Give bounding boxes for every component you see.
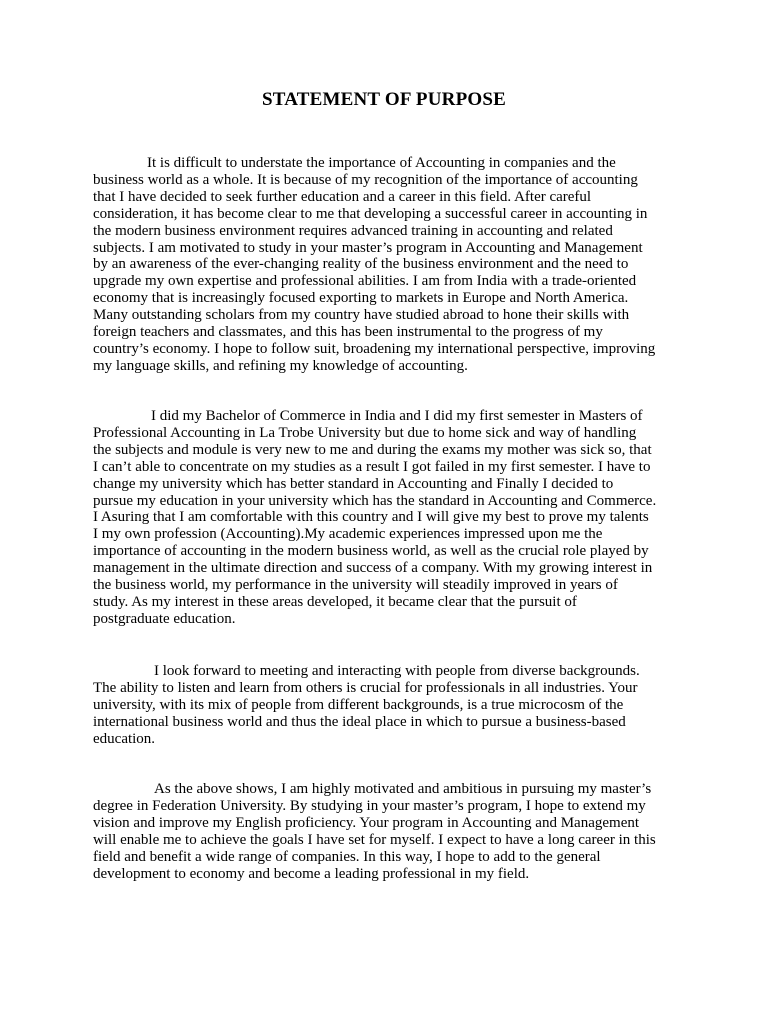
- paragraph-line: change my university which has better standard in Accounting and Finally I decided to: [93, 475, 614, 492]
- paragraph-line: I my own profession (Accounting).My academic experiences impressed upon me the: [93, 526, 603, 543]
- paragraph-line: field and benefit a wide range of companies. In this way, I hope to add to the general: [93, 848, 601, 865]
- paragraph-line: the subjects and module is very new to me and during the exams my mother was sick so, that: [93, 441, 652, 458]
- paragraph-line: postgraduate education.: [93, 610, 236, 627]
- paragraph-line: international business world and thus the ideal place in which to pursue a business-based: [93, 713, 626, 730]
- document-title: STATEMENT OF PURPOSE: [262, 89, 506, 110]
- paragraph-line: will enable me to achieve the goals I have set for myself. I expect to have a long career in this: [93, 831, 656, 848]
- paragraph-line: university, with its mix of people from different backgrounds, is a true microcosm of the: [93, 696, 624, 713]
- paragraph-line: my language skills, and refining my knowledge of accounting.: [93, 357, 468, 374]
- paragraph-line: degree in Federation University. By studying in your master’s program, I hope to extend my: [93, 797, 646, 814]
- paragraph-line: education.: [93, 730, 156, 747]
- paragraph-line: economy that is increasingly focused exporting to markets in Europe and North America.: [93, 290, 629, 307]
- paragraph-line: I did my Bachelor of Commerce in India and I did my first semester in Masters of: [151, 408, 643, 424]
- paragraph-1: [93, 155, 683, 375]
- paragraph-4: [93, 781, 683, 882]
- paragraph-line: It is difficult to understate the importance of Accounting in companies and the: [147, 155, 616, 171]
- paragraph-line: by an awareness of the ever-changing reality of the business environment and the need to: [93, 256, 629, 273]
- paragraph-line: foreign teachers and classmates, and this has been instrumental to the progress of my: [93, 324, 603, 341]
- paragraph-line: importance of accounting in the modern business world, as well as the crucial role played by: [93, 543, 649, 560]
- paragraph-2: [93, 408, 683, 628]
- paragraph-line: pursue my education in your university which has the standard in Accounting and Commerce.: [93, 492, 657, 509]
- paragraph-line: I can’t able to concentrate on my studies as a result I got failed in my first semester. I have to: [93, 458, 651, 475]
- paragraph-3: [93, 663, 683, 748]
- paragraph-line: As the above shows, I am highly motivated and ambitious in pursuing my master’s: [154, 781, 652, 797]
- paragraph-line: the modern business environment requires advanced training in accounting and related: [93, 222, 613, 239]
- paragraph-line: The ability to listen and learn from others is crucial for professionals in all industries. Your: [93, 679, 638, 696]
- paragraph-line: subjects. I am motivated to study in your master’s program in Accounting and Management: [93, 239, 643, 256]
- paragraph-line: I Asuring that I am comfortable with this country and I will give my best to prove my talents: [93, 509, 649, 526]
- paragraph-line: business world as a whole. It is because of my recognition of the importance of accounting: [93, 171, 638, 188]
- paragraph-line: development to economy and become a leading professional in my field.: [93, 865, 530, 882]
- paragraph-line: management in the ultimate direction and success of a company. With my growing interest in: [93, 560, 653, 577]
- paragraph-line: I look forward to meeting and interacting with people from diverse backgrounds.: [154, 663, 640, 679]
- paragraph-line: vision and improve my English proficiency. Your program in Accounting and Management: [93, 814, 640, 831]
- paragraph-line: study. As my interest in these areas developed, it became clear that the pursuit of: [93, 593, 577, 610]
- paragraph-line: that I have decided to seek further education and a career in this field. After careful: [93, 188, 592, 205]
- paragraph-line: country’s economy. I hope to follow suit, broadening my international perspective, improving: [93, 340, 656, 357]
- paragraph-line: the business world, my performance in the university will steadily improved in years of: [93, 577, 618, 594]
- paragraph-line: Professional Accounting in La Trobe University but due to home sick and way of handling: [93, 424, 637, 441]
- paragraph-line: Many outstanding scholars from my country have studied abroad to hone their skills with: [93, 307, 630, 324]
- paragraph-line: upgrade my own expertise and professional abilities. I am from India with a trade-oriented: [93, 273, 637, 290]
- paragraph-line: consideration, it has become clear to me that developing a successful career in accounting in: [93, 205, 648, 222]
